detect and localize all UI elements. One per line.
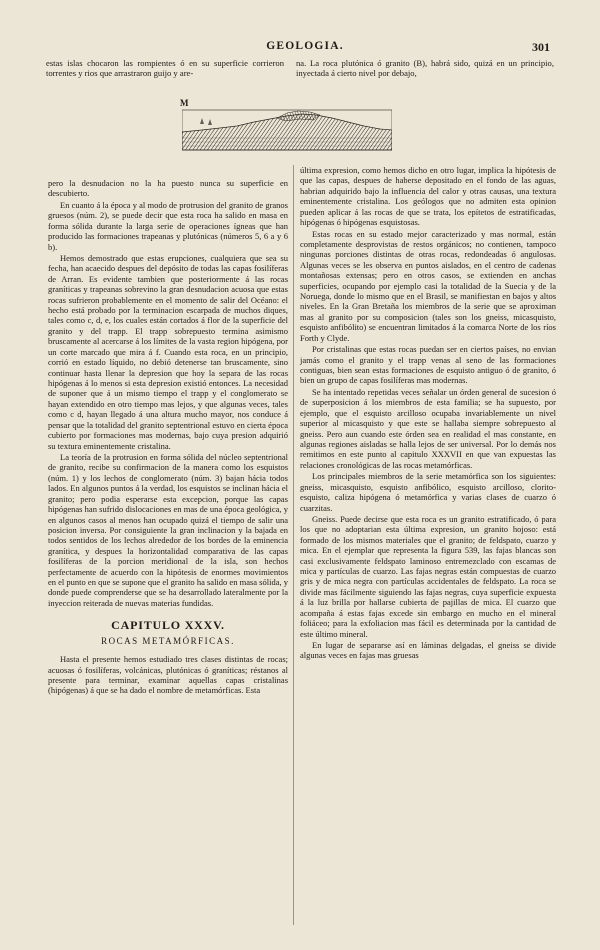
running-title: GEOLOGIA. — [266, 40, 344, 52]
paragraph: Estas rocas en su estado mejor caracterizado y mas normal, están completamente desprovistas de restos orgánicos; no contienen, tampoco ningunas porciones distintas de otras rocas, redondeadas ó angulosas. Algunas veces se les observa en puntos aislados, en el centro de cadenas montañosas extensas; pero en otros casos, se extienden en anchas superficies, ocupando por ejemplo casi la totalidad de la Suecia y de la Noruega, donde lo mismo que en el Brasil, se manifiestan en bajos y altos niveles. En la Gran Bretaña los miembros de la serie que se aproximan mas al granito por su composicion (tales son los gneiss, micasquisto, esquisto anfibólito) se encuentran limitados á la comarca Norte de los ríos Forth y Clyde. — [300, 228, 556, 343]
paragraph: Gneiss. Puede decirse que esta roca es un granito estratificado, ó para los que no adoptarian esta última expresion, un granito hojoso: está formado de los mismos materiales que el granito; de feldspato, cuarzo y mica. En el ejemplar que representa la figura 539, las fajas blancas son casi exclusivamente feldspato laminoso entremezclado con escamas de mica y partículas de cuarzo. Las fajas negras están compuestas de cuarzo gris y de mica negra con partículas accidentales de feldspato. La roca se divide mas fácilmente siguiendo las fajas negras, cuya superficie expuesta á la luz brilla por hallarse cubierta de pajillas de mica. El cuarzo que acompaña á estas fajas excede sin embargo en mucho en el mineral foliáceo; para la exfoliacion mas fácil es determinada por la cantidad de este último mineral. — [300, 513, 556, 639]
chapter-heading: CAPITULO XXXV. — [111, 618, 225, 633]
paragraph: En lugar de separarse así en láminas delgadas, el gneiss se divide algunas veces en fajas mas gruesas — [300, 639, 556, 661]
right-column — [300, 165, 556, 662]
paragraph: Se ha intentado repetidas veces señalar un órden general de sucesion ó de superposicion á los miembros de esta familia; se ha supuesto, por ejemplo, que el esquisto arcilloso ocupaba invariablemente un nivel superior al micasquisto y que este se hallaba siempre sobrepuesto al gneiss. Pero aun cuando este órden sea en realidad el mas constante, en algunas regiones aisladas se halla lejos de ser universal. Por lo demás nos remitimos en este punto al capitulo XXXVII en que van expuestas las relaciones cronológicas de las rocas metamórficas. — [300, 386, 556, 470]
paragraph: Hasta el presente hemos estudiado tres clases distintas de rocas; acuosas ó fosilíferas, volcánicas, plutónicas ó graníticas; réstanos al presente para terminar, examinar aquellas capas cristalinas (hipógenas) á que se ha dado el nombre de metamórficas. Esta — [48, 654, 288, 696]
left-column — [48, 178, 288, 697]
paragraph: Los principales miembros de la serie metamórfica son los siguientes: gneiss, micasquisto, esquisto anfibólico, esquisto arcilloso, clorito-esquisto, caliza hipógena ó metamórfica y varias clases de cuarzo ó cuarzitas. — [300, 471, 556, 513]
figure-label: M — [180, 98, 189, 108]
paragraph: En cuanto á la época y al modo de protrusion del granito de granos gruesos (núm. 2), se puede decir que esta roca ha salido en masa en forma sólida durante la larga serie de operaciones ígneas que han producido las formaciones trapeanas y plutónicas (números 5, 6 a y 6 b). — [48, 199, 288, 252]
page-number: 301 — [532, 40, 550, 54]
paragraph: pero la desnudacion no la ha puesto nunca su superficie en descubierto. — [48, 178, 288, 199]
landscape-engraving — [182, 102, 392, 152]
top-text-left: estas islas chocaron las rompientes ó en su superficie corrieron torrentes y rios que arrastraron guijo y are- — [46, 58, 284, 79]
cross-section-figure — [180, 98, 392, 152]
column-divider — [293, 165, 294, 925]
page-header — [60, 40, 550, 56]
top-text-right: na. La roca plutónica ó granito (B), habrá sido, quizá en un principio, inyectada á cierto nivel por debajo, — [296, 58, 554, 79]
chapter-subtitle: ROCAS METAMÓRFICAS. — [101, 635, 235, 646]
paragraph: Hemos demostrado que estas erupciones, cualquiera que sea su fecha, han acaecido despues del depósito de todas las capas fosilíferas de Arran. Es evidente tambien que posteriormente á las rocas graníticas y trapeanas sobrevino la gran desnudacion acuosa que estas rocas sufrieron probablemente en el momento de salir del Océano: el hecho está probado por la terminacion escarpada de muchos diques, tales como c, d, e, los cuales están cortados á flor de la superficie del granito y del trapp. El trapp sobrepuesto termina asimismo bruscamente al acercarse á los límites de la vasta region hipógena, por un corte marcado que mira á f. Cuando esta roca, en un principio, corrió en estado líquido, no debió detenerse tan bruscamente, sino continuar hasta llenar la depresion que hoy la separa de las rocas hipógenas á lo menos si esta depresion existió entonces. La necesidad de suponer que á un mismo tiempo el trapp y el conglomerato se hayan extendido en otro tiempo mas lejos, y que algunas veces, tales como c d, hayan llegado á una altura mucho mayor, nos conduce á pensar que la totalidad del granito septentrional estuvo en cierta época cubierto por formaciones mas modernas, bajo cuya presion adquirió su textura eminentemente cristalina. — [48, 252, 288, 451]
paragraph: La teoría de la protrusion en forma sólida del núcleo septentrional de granito, recibe su confirmacion de la manera como los esquistos (núm. 1) y los lechos de conglomerato (núm. 3) bajan hácia todos lados. En algunos puntos á la verdad, los esquistos se inclinan hácia el granito; pero podia esperarse esta excepcion, porque las capas hipógenas han sufrido dislocaciones en mas de una época geológica, y en algunos casos al menos han ocupado quizá el tiempo de salir una posicion inversa. Por consiguiente la gran inclinacion y la bajada en todos sentidos de los lechos alrededor de los bordes de la eminencia granítica, y despues la horizontalidad comparativa de las capas fosilíferas de la porcion meridional de la isla, son hechos perfectamente de acuerdo con la hipótesis de enormes movimientos en el punto en que se supone que el granito ha salido en masa sólida, y donde puede comprenderse que se ha desarrollado lateralmente por la inyeccion reiterada de nuevas materias fundidas. — [48, 451, 288, 608]
paragraph: última expresion, como hemos dicho en otro lugar, implica la hipótesis de que las capas, despues de haberse depositado en el fondo de las aguas, habrian adquirido bajo la influencia del calor y otras causas, una textura eminentemente cristalina. Los geólogos que no admiten esta opinion pueden aplicar á las rocas de que se trata, los epítetos de estratificadas, hipógenas ó hipógenas esquistosas. — [300, 165, 556, 228]
paragraph: Por cristalinas que estas rocas puedan ser en ciertos países, no envian jamás como el granito y el trapp venas al seno de las formaciones contiguas, bien sean estas formaciones de esquisto antiguo ó de granito, ó bien un grupo de capas fosilíferas mas modernas. — [300, 344, 556, 386]
